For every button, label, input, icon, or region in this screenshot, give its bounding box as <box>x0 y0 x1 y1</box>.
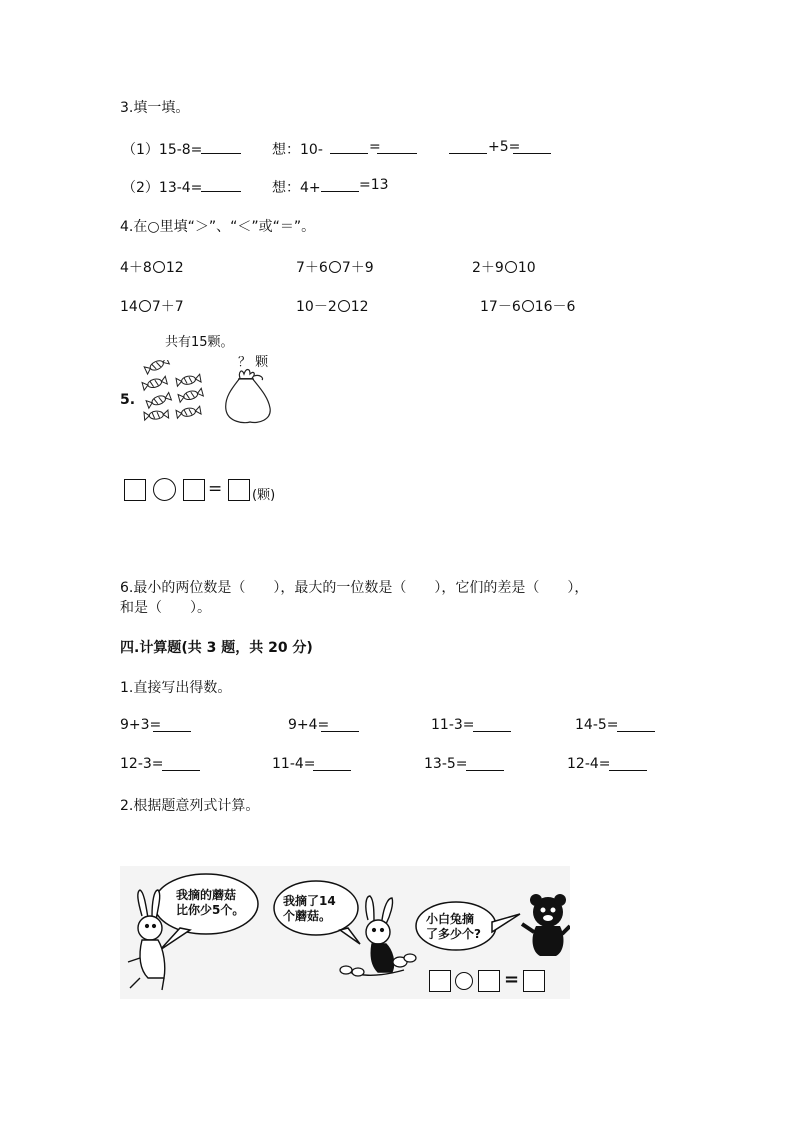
q5-answer-box-1[interactable] <box>124 479 146 501</box>
c2-equals: = <box>504 969 520 990</box>
compare-circle[interactable] <box>505 261 517 273</box>
compare-circle[interactable] <box>139 300 151 312</box>
c2-title: 2.根据题意列式计算。 <box>120 798 260 814</box>
q3-title: 3.填一填。 <box>120 100 190 116</box>
c1-row1-item-4: 14-5= <box>575 717 619 733</box>
q3-row2-answer-blank[interactable] <box>201 177 241 192</box>
q5-answer-box-3[interactable] <box>228 479 250 501</box>
speech-bubble-3-tail <box>492 914 520 932</box>
c2-answer-box-3[interactable] <box>523 970 545 992</box>
compare-circle[interactable] <box>153 261 165 273</box>
c1-row1-item-2: 9+4= <box>288 717 330 733</box>
bubble3-text: 小白兔摘 了多少个? <box>426 912 481 941</box>
c1-row1-blank-3[interactable] <box>473 717 511 732</box>
q3-row2-think: 想：4+ <box>272 180 321 196</box>
c1-row2-blank-4[interactable] <box>609 756 647 771</box>
q5-unit: (颗) <box>252 488 276 503</box>
c2-operator-circle[interactable] <box>455 972 473 990</box>
c1-row2-item-2: 11-4= <box>272 756 316 772</box>
bag-icon <box>222 364 274 426</box>
c1-title: 1.直接写出得数。 <box>120 680 232 696</box>
q3-row1-plus: +5= <box>488 139 521 155</box>
q5-operator-circle[interactable] <box>153 478 176 501</box>
bear-icon <box>522 894 570 956</box>
c2-answer-box-2[interactable] <box>478 970 500 992</box>
q4-item-4: 14 7＋7 <box>120 299 184 315</box>
q3-row1-answer-blank[interactable] <box>201 139 241 154</box>
q4-item-1: 4＋8 12 <box>120 260 184 276</box>
rabbit-1-icon <box>128 890 165 990</box>
q3-row1-think-blank-4[interactable] <box>513 139 551 154</box>
c1-row1-item-1: 9+3= <box>120 717 162 733</box>
c1-row1-blank-1[interactable] <box>153 717 191 732</box>
candies-illustration <box>140 360 210 426</box>
speech-bubble-1-tail <box>160 928 190 950</box>
c1-row1-blank-2[interactable] <box>321 717 359 732</box>
section4-title: 四.计算题(共 3 题，共 20 分) <box>120 640 313 656</box>
q4-item-3: 2＋9 10 <box>472 260 536 276</box>
bubble1-text: 我摘的蘑菇 比你少5个。 <box>176 888 245 917</box>
c1-row2-blank-2[interactable] <box>313 756 351 771</box>
c1-row2-blank-1[interactable] <box>162 756 200 771</box>
c1-row2-item-1: 12-3= <box>120 756 164 772</box>
q3-row1-think: 想：10- <box>272 142 323 158</box>
c1-row1-item-3: 11-3= <box>431 717 475 733</box>
c2-scene-drawing <box>120 866 570 999</box>
q4-item-5: 10－2 12 <box>296 299 369 315</box>
q6-line2: 和是（ ）。 <box>120 600 211 616</box>
q3-row1-equation: （1）15-8= <box>122 142 203 158</box>
bubble2-text: 我摘了14 个蘑菇。 <box>283 894 336 923</box>
q3-row2-equation: （2）13-4= <box>122 180 203 196</box>
c1-row2-item-4: 12-4= <box>567 756 611 772</box>
q6-line1: 6.最小的两位数是（ ），最大的一位数是（ ），它们的差是（ ）， <box>120 580 589 596</box>
c1-row1-blank-4[interactable] <box>617 717 655 732</box>
c2-answer-box-1[interactable] <box>429 970 451 992</box>
compare-circle[interactable] <box>329 261 341 273</box>
q5-caption: 共有15颗。 <box>165 335 234 350</box>
speech-bubble-2-tail <box>340 928 360 944</box>
q4-item-2: 7＋6 7＋9 <box>296 260 374 276</box>
compare-circle[interactable] <box>338 300 350 312</box>
q3-row1-equals: = <box>369 139 381 155</box>
c1-row2-item-3: 13-5= <box>424 756 468 772</box>
c1-row2-blank-3[interactable] <box>466 756 504 771</box>
q3-row1-think-blank-1[interactable] <box>330 139 368 154</box>
q5-number: 5. <box>120 392 136 408</box>
q5-equals: = <box>208 479 223 499</box>
q5-bag-label: ？ 颗 <box>238 355 269 370</box>
q3-row2-result: =13 <box>359 177 389 193</box>
compare-circle[interactable] <box>522 300 534 312</box>
q3-row1-think-blank-3[interactable] <box>449 139 487 154</box>
c2-illustration <box>120 866 570 999</box>
q5-answer-box-2[interactable] <box>183 479 205 501</box>
q4-title: 4.在○里填“＞”、“＜”或“＝”。 <box>120 219 316 235</box>
q3-row1-think-blank-2[interactable] <box>377 139 417 154</box>
q4-item-6: 17－6 16－6 <box>480 299 576 315</box>
q3-row2-think-blank[interactable] <box>321 177 359 192</box>
